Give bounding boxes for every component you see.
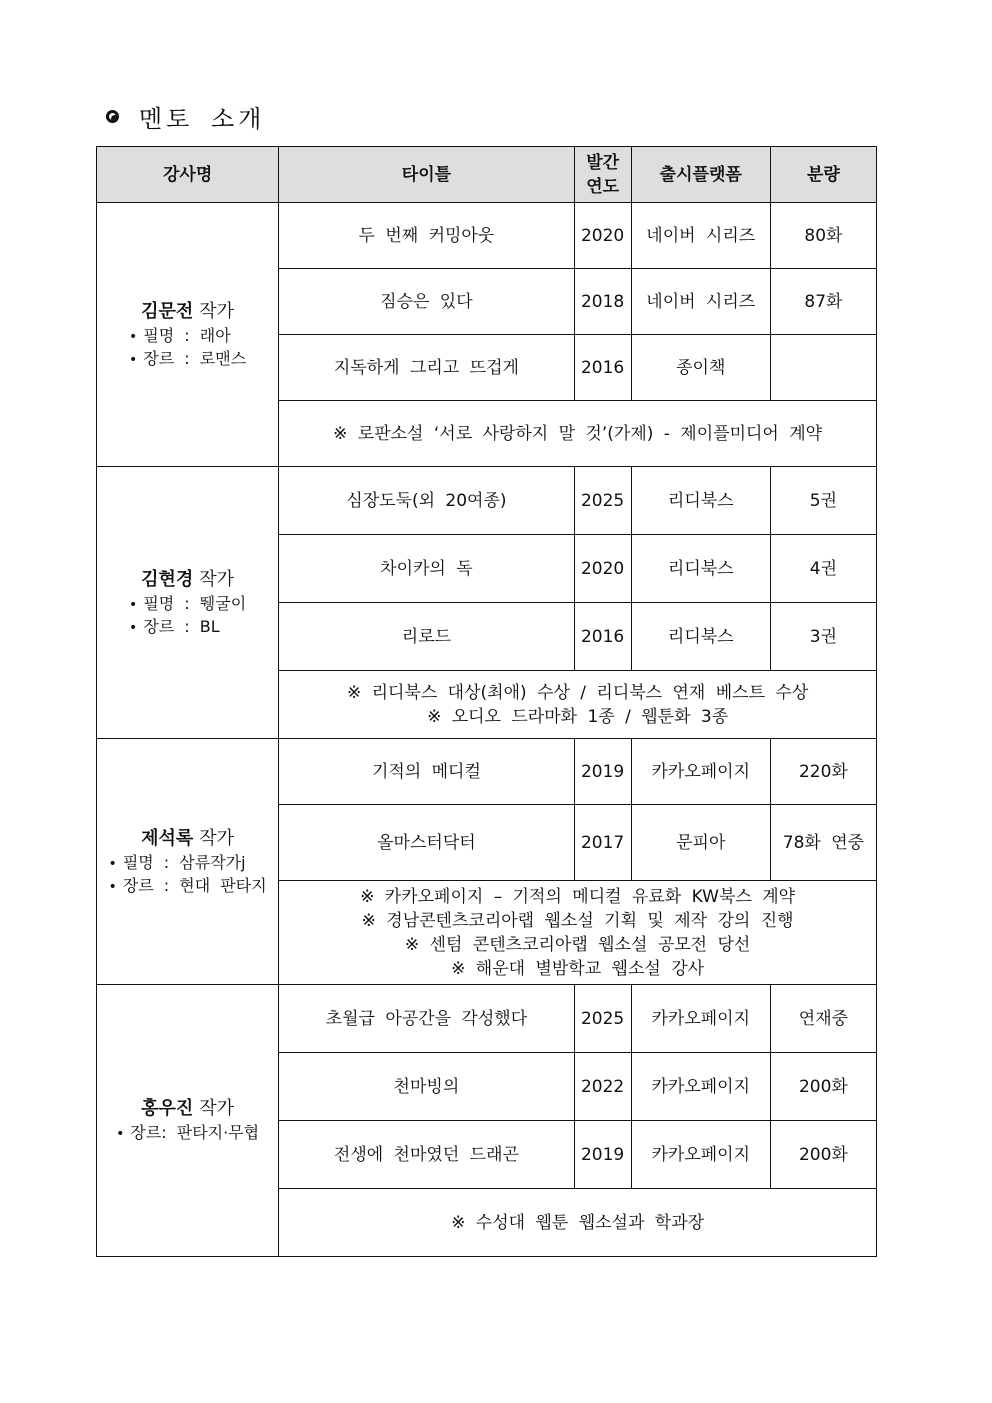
work-year: 2022 xyxy=(574,1053,631,1121)
work-volume: 78화 연중 xyxy=(770,805,876,881)
work-title: 지독하게 그리고 뜨겁게 xyxy=(279,335,574,401)
work-title: 천마빙의 xyxy=(279,1053,574,1121)
work-volume: 87화 xyxy=(770,269,876,335)
work-year: 2020 xyxy=(574,535,631,603)
work-platform: 네이버 시리즈 xyxy=(631,203,770,269)
work-year: 2020 xyxy=(574,203,631,269)
work-year: 2025 xyxy=(574,985,631,1053)
work-platform: 네이버 시리즈 xyxy=(631,269,770,335)
note-line: ※ 해운대 별밤학교 웹소설 강사 xyxy=(451,958,705,979)
mentor-name: 김현경 xyxy=(141,568,194,590)
work-volume: 200화 xyxy=(770,1121,876,1189)
table-row xyxy=(97,467,877,535)
work-year: 2018 xyxy=(574,269,631,335)
work-volume: 5권 xyxy=(770,467,876,535)
work-volume: 220화 xyxy=(770,739,876,805)
header-title: 타이틀 xyxy=(279,147,574,203)
header-platform: 출시플랫폼 xyxy=(631,147,770,203)
mentor-table xyxy=(96,146,877,1257)
note-line: ※ 경남콘텐츠코리아랩 웹소설 기획 및 제작 강의 진행 xyxy=(361,910,794,931)
mentor-info-item xyxy=(129,325,246,348)
table-row xyxy=(97,985,877,1053)
mentor-info-text: 필명 : 삼류작가j xyxy=(122,852,246,872)
work-platform: 리디북스 xyxy=(631,535,770,603)
note-line: ※ 오디오 드라마화 1종 / 웹툰화 3종 xyxy=(427,706,729,727)
work-title: 초월급 아공간을 각성했다 xyxy=(279,985,574,1053)
mentor-info-item xyxy=(129,348,246,371)
mentor-info-text: 필명 : 래아 xyxy=(143,325,231,345)
work-volume: 80화 xyxy=(770,203,876,269)
work-title: 두 번째 커밍아웃 xyxy=(279,203,574,269)
work-volume: 4권 xyxy=(770,535,876,603)
work-platform: 문피아 xyxy=(631,805,770,881)
work-year: 2019 xyxy=(574,1121,631,1189)
header-mentor: 강사명 xyxy=(97,147,279,203)
section-title: 멘토 소개 xyxy=(139,104,266,133)
note-cell xyxy=(279,401,877,467)
work-year: 2017 xyxy=(574,805,631,881)
note-line: ※ 로판소설 ‘서로 사랑하지 말 것’(가제) - 제이플미디어 계약 xyxy=(333,423,823,444)
work-platform: 리디북스 xyxy=(631,603,770,671)
mentor-name: 김문전 xyxy=(141,300,194,322)
mentor-info-item xyxy=(116,1122,259,1145)
mentor-info-item xyxy=(109,875,267,898)
work-year: 2019 xyxy=(574,739,631,805)
work-title: 전생에 천마였던 드래곤 xyxy=(279,1121,574,1189)
work-title: 짐승은 있다 xyxy=(279,269,574,335)
header-year-line2: 연도 xyxy=(586,176,620,197)
work-volume: 연재중 xyxy=(770,985,876,1053)
mentor-cell xyxy=(97,467,279,739)
work-volume: 200화 xyxy=(770,1053,876,1121)
header-row xyxy=(97,147,877,203)
section-heading xyxy=(106,96,265,136)
note-line: ※ 수성대 웹툰 웹소설과 학과장 xyxy=(451,1212,705,1233)
mentor-suffix: 작가 xyxy=(199,1098,235,1119)
work-year: 2016 xyxy=(574,603,631,671)
header-year-line1: 발간 xyxy=(586,152,620,173)
work-platform: 종이책 xyxy=(631,335,770,401)
mentor-info-text: 장르 : 로맨스 xyxy=(143,348,247,368)
note-line: ※ 센텀 콘텐츠코리아랩 웹소설 공모전 당선 xyxy=(404,934,751,955)
mentor-cell xyxy=(97,739,279,985)
mentor-info-text: 장르 : BL xyxy=(143,616,220,636)
work-year: 2016 xyxy=(574,335,631,401)
note-line: ※ 리디북스 대상(최애) 수상 / 리디북스 연재 베스트 수상 xyxy=(346,682,809,703)
mentor-info-text: 장르 : 현대 판타지 xyxy=(122,875,267,895)
work-volume xyxy=(770,335,876,401)
header-volume: 분량 xyxy=(770,147,876,203)
note-cell xyxy=(279,1189,877,1257)
work-title: 리로드 xyxy=(279,603,574,671)
table-row xyxy=(97,203,877,269)
work-title: 올마스터닥터 xyxy=(279,805,574,881)
note-line: ※ 카카오페이지 – 기적의 메디컬 유료화 KW북스 계약 xyxy=(360,886,796,907)
header-year xyxy=(574,147,631,203)
mentor-name: 제석록 xyxy=(141,827,194,849)
mentor-info-text: 장르: 판타지·무협 xyxy=(130,1123,260,1142)
work-title: 차이카의 독 xyxy=(279,535,574,603)
mentor-suffix: 작가 xyxy=(199,300,235,322)
work-platform: 카카오페이지 xyxy=(631,739,770,805)
work-platform: 카카오페이지 xyxy=(631,1121,770,1189)
work-year: 2025 xyxy=(574,467,631,535)
note-cell xyxy=(279,671,877,739)
mentor-suffix: 작가 xyxy=(199,568,235,590)
work-platform: 카카오페이지 xyxy=(631,985,770,1053)
mentor-info-item xyxy=(109,852,267,875)
circle-bullet-icon xyxy=(106,110,119,123)
mentor-cell xyxy=(97,985,279,1257)
mentor-cell xyxy=(97,203,279,467)
mentor-info-item xyxy=(129,593,246,616)
work-volume: 3권 xyxy=(770,603,876,671)
table-row xyxy=(97,739,877,805)
work-platform: 리디북스 xyxy=(631,467,770,535)
work-platform: 카카오페이지 xyxy=(631,1053,770,1121)
mentor-info-item xyxy=(129,616,246,639)
mentor-suffix: 작가 xyxy=(199,827,235,849)
work-title: 심장도둑(외 20여종) xyxy=(279,467,574,535)
mentor-name: 홍우진 xyxy=(141,1098,194,1119)
note-cell xyxy=(279,881,877,985)
mentor-info-text: 필명 : 뛩굴이 xyxy=(143,593,247,613)
work-title: 기적의 메디컬 xyxy=(279,739,574,805)
